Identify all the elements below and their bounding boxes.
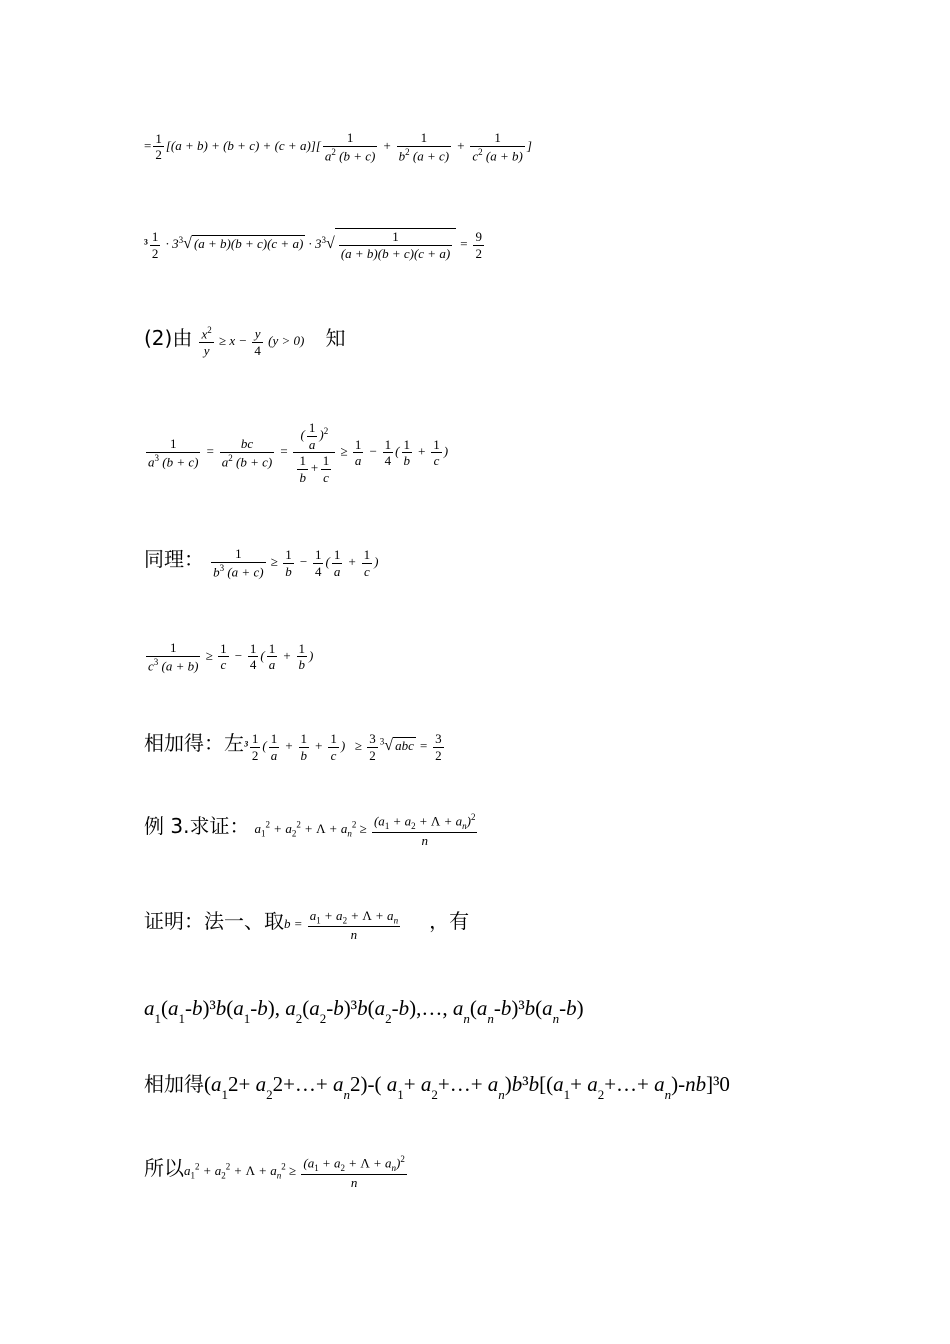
fraction-term-c: $\frac{1}{c^2 (a + b)}$: [472, 130, 523, 163]
text-sum-left: 相加得：左: [144, 731, 244, 755]
text-tongli: 同理：: [144, 547, 204, 571]
equation-line-4: $\frac{1}{a^3 (b + c)}$ = $\frac{bc}{a^2 (b + c)}$ = ( $\frac{1}{a}$ )$^2$ $\frac{1}{b}$ + $\frac{1}{c}$ ≥ $\frac{1}{a}$ − $\frac{1}{4}$ ( $\frac{1}{b}$ + $\frac{1}{c}$ ): [148, 420, 449, 485]
fraction-nine-halves: $\frac{9}{2}$: [475, 229, 482, 261]
text-you-have: ，有: [429, 909, 470, 933]
line-3: [144, 322, 345, 359]
text-sum: 相加得: [144, 1072, 204, 1096]
fraction-one-half: $\frac{1}{2}$: [155, 130, 162, 163]
inequality-lemma: $\frac{x^2}{y}$ ≥ x − $\frac{y}{4}$ (y > 0): [201, 325, 305, 359]
text-zhi: 知: [325, 326, 346, 350]
line-11: 相加得($a_12+$ $a_22+\dots+ a_n2)-$( $a_1+$ $a_2+\dots+ a_n)b^3b[(a_1+$ $a_2+\dots+ a_n)-nb]^30$: [144, 1072, 730, 1102]
fraction-one-half: $\frac{1}{2}$: [151, 229, 159, 261]
fraction-term-a: $\frac{1}{a^2 (b + c)}$: [324, 130, 376, 163]
line-7: 相加得：左³ $\frac{1}{2}$ ( $\frac{1}{a}$ + $\frac{1}{b}$ + $\frac{1}{c}$ ) ≥ $\frac{3}{2}$ $^3$√ abc = $\frac{3}{2}$: [144, 730, 442, 763]
text-therefore: 所以: [144, 1156, 184, 1180]
example-3-heading: 例 3.求证：: [144, 814, 250, 838]
equation-line-1: = $\frac{1}{2}$ [(a + b) + (b + c) + (c + a)][ $\frac{1}{a^2 (b + c)}$ + $\frac{1}{b^2 (a + c)}$ + $\frac{1}{c^2 (a + b)}$ ]: [144, 130, 532, 163]
equation-line-10: $a_1(a_1-b)^3b(a_1-b)$, $a_2(a_2-b)^3b(a_2-b),\dots$, $a_n(a_n-b)^3b(a_n-b)$: [144, 996, 584, 1026]
ge-mark: ³: [244, 738, 248, 753]
line-12: 所以$a_1^2 + a_2^2 + \Lambda + a_n^2$ ≥ $\frac{(a_1 + a_2 + \Lambda + a_n)^2}{n}$: [144, 1153, 405, 1190]
equation-line-2: ³ $\frac{1}{2}$ · $3^3√$ $(a + b)(b + c)(c + a) \cdot 3^3√$ $\frac{1}{(a + b)(b + c)(c + a)}$ = $\frac{9}{2}$: [144, 229, 482, 261]
equation-line-6: $\frac{1}{c^3 (a + b)}$ ≥ $\frac{1}{c}$ − $\frac{1}{4}$ ( $\frac{1}{a}$ + $\frac{1}{b}$ ): [148, 640, 314, 673]
line-5: 同理： $\frac{1}{b^3 (a + c)}$ ≥ $\frac{1}{b}$ − $\frac{1}{4}$ ( $\frac{1}{a}$ + $\frac{1}{c}$ ): [144, 546, 379, 580]
equals-sign: =: [144, 137, 152, 153]
text-you: (2)由: [144, 326, 193, 350]
ge-mark: ³: [144, 236, 148, 252]
fraction-term-b: $\frac{1}{b^2 (a + c)}$: [398, 130, 450, 163]
fraction-reciprocal-product: $\frac{1}{(a + b)(b + c)(c + a)}$: [340, 229, 451, 261]
line-9: 证明：法一、取b = $\frac{a_1 + a_2 + \Lambda + a_n}{n}$ ，有: [144, 907, 470, 942]
proof-method-one: 证明：法一、取: [144, 909, 284, 933]
line-8: 例 3.求证： $a_1^2 + a_2^2 + \Lambda + a_n^2$ ≥ $\frac{(a_1 + a_2 + \Lambda + a_n)^2}{n}$: [144, 811, 476, 848]
